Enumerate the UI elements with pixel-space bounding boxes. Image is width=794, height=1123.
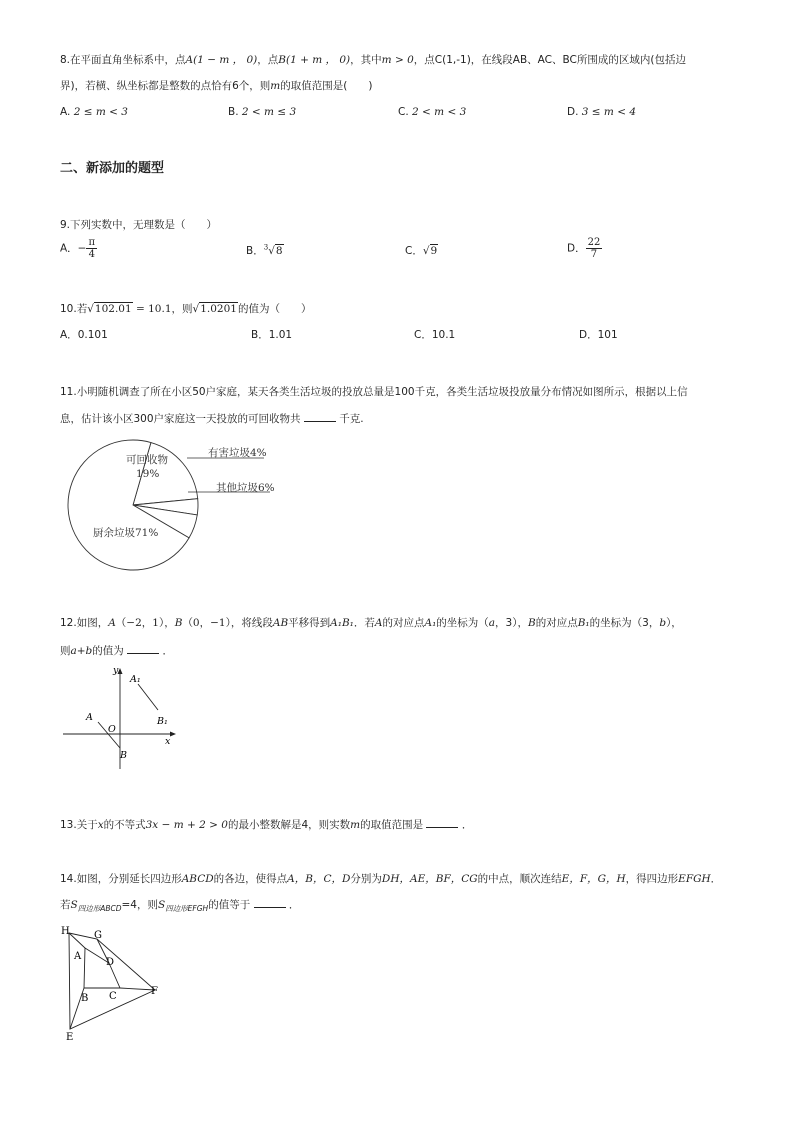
q12-text: 的对应点 [535, 617, 578, 629]
q9-option-d[interactable] [567, 237, 602, 260]
option-label: D． [579, 329, 598, 341]
radicand: 102.01 [94, 303, 132, 315]
q12-var: A [374, 617, 383, 629]
option-label: D． [567, 242, 586, 255]
q12-text: ，3）， [495, 617, 528, 629]
q14-var: S [70, 899, 78, 911]
q12-text: 则 [60, 645, 71, 657]
slice-label-kitchen: 厨余垃圾71% [93, 527, 159, 539]
segment-a1b1 [138, 684, 158, 710]
q12-text: 的值为 [92, 645, 124, 657]
q12-var: A₁ [424, 617, 437, 629]
q14-text: 若 [60, 899, 71, 911]
q12-text: ．若 [353, 617, 375, 629]
q10-stem [60, 302, 311, 316]
q12-text: 平移得到 [288, 617, 331, 629]
q12-var: A₁B₁ [330, 617, 354, 629]
q10-equation: = 10.1 [132, 303, 172, 315]
q9-option-b[interactable] [246, 243, 284, 258]
q14-var: ABCD [181, 873, 214, 885]
q13-stem [60, 817, 472, 832]
q12-line1: 12.如图，A（−2，1），B（0，−1），将线段AB平移得到A₁B₁．若A的对应点A₁的坐标为（a，3），B的对应点B₁的坐标为（3，b）， [60, 617, 682, 629]
q13-text: 的不等式 [103, 819, 146, 831]
q11-text: 息，估计该小区300户家庭这一天投放的可回收物共 [60, 413, 301, 425]
square-root: √102.01 [87, 303, 132, 315]
q13-var: x [97, 819, 104, 831]
option-label: B． [246, 245, 264, 257]
q14-var: DH，AE，BF，CG [381, 873, 478, 885]
q14-var: A，B，C，D [287, 873, 351, 885]
point-b1-label: B₁ [157, 716, 168, 727]
q14-text: ． [710, 873, 722, 885]
q14-text: 的中点，顺次连结 [477, 873, 562, 885]
q14-quadrilateral-figure [58, 922, 173, 1047]
answer-blank[interactable] [304, 411, 336, 422]
slice-label-hazardous: 有害垃圾4% [208, 447, 267, 459]
q14-text: ． [288, 899, 300, 911]
q13-var: m [350, 819, 361, 831]
point-b-label: B [120, 750, 127, 761]
q12-text: 的坐标为（ [436, 617, 489, 629]
q8-var: m [270, 80, 281, 92]
q13-text: 的最小整数解是4，则实数 [227, 819, 351, 831]
q8-line1 [60, 53, 686, 67]
q12-var: B [174, 617, 183, 629]
q14-line1 [60, 872, 721, 886]
origin-label: O [108, 724, 116, 735]
radicand: 9 [430, 245, 438, 257]
q9-option-a[interactable] [60, 237, 97, 260]
q13-text: 的取值范围是 [360, 819, 424, 831]
q12-var: AB [272, 617, 289, 629]
q12-text: 12.如图， [60, 617, 109, 629]
fraction [86, 237, 97, 260]
cube-root: $^3$√8 [263, 243, 283, 257]
q14-text: 分别为 [350, 873, 382, 885]
option-label: A． [60, 329, 78, 341]
option-label: B. [228, 106, 242, 118]
point-a1-label: A₁ [130, 674, 141, 685]
option-value: 101 [597, 329, 618, 341]
ext-line-bc [120, 988, 155, 990]
point-h-label: H [61, 926, 70, 937]
point-b-label: B [81, 993, 89, 1004]
fraction [586, 237, 603, 260]
root-index: 3 [263, 243, 269, 252]
q12-var: B₁ [577, 617, 590, 629]
q10-option-d[interactable] [579, 328, 618, 342]
q8-line2 [60, 79, 372, 93]
option-label: A．− [60, 242, 87, 255]
option-label: D. [567, 106, 582, 118]
option-value: 2 ≤ m < 3 [73, 106, 128, 118]
denominator: 7 [590, 249, 598, 260]
q12-var: a [488, 617, 496, 629]
slice-label-recyclable-name: 可回收物 [126, 454, 168, 466]
section-heading: 二、新添加的题型 [60, 161, 165, 176]
ext-line-da [69, 933, 85, 948]
point-c-label: C [109, 991, 117, 1002]
q14-var: S [157, 899, 166, 911]
q8-text: 界)，若横、纵坐标都是整数的点恰有6个，则 [60, 80, 271, 92]
q12-text: 的坐标为（3， [589, 617, 660, 629]
q12-line2 [60, 643, 173, 658]
denominator: 4 [88, 249, 95, 260]
q8-option-a[interactable] [60, 105, 128, 119]
q14-var: E，F，G，H [561, 873, 626, 885]
q12-text: ． [162, 645, 173, 657]
quad-efgh [69, 933, 155, 1029]
option-value: 0.101 [77, 329, 108, 341]
q8-text: ，其中 [350, 54, 382, 66]
q14-text: =4，则 [121, 899, 158, 911]
option-label: B． [251, 329, 269, 341]
pie-chart [60, 435, 300, 575]
q8-option-d[interactable] [567, 105, 636, 119]
q10-text: 的值为（ ） [237, 303, 312, 315]
point-d-label: D [106, 957, 115, 968]
radicand: 8 [275, 245, 283, 257]
option-value: 1.01 [268, 329, 293, 341]
q10-option-c[interactable] [414, 328, 455, 342]
answer-blank[interactable] [426, 817, 458, 828]
square-root: √1.0201 [192, 303, 237, 315]
x-label: x [165, 736, 171, 747]
slice-label-other: 其他垃圾6% [216, 482, 275, 494]
q8-text: 的取值范围是( ) [280, 80, 373, 92]
q8-option-b[interactable] [228, 105, 296, 119]
option-label: C． [405, 245, 423, 257]
point-e-label: E [66, 1032, 74, 1043]
q10-option-b[interactable] [251, 328, 292, 342]
option-label: C． [414, 329, 432, 341]
q8-text: 8.在平面直角坐标系中，点 [60, 54, 186, 66]
answer-blank[interactable] [127, 643, 159, 654]
option-value: 3 ≤ m < 4 [581, 106, 637, 118]
q9-option-c[interactable] [405, 243, 438, 258]
point-f-label: F [151, 986, 158, 997]
option-value: 2 < m ≤ 3 [241, 106, 297, 118]
q12-text: 的对应点 [382, 617, 425, 629]
x-axis-arrow [170, 732, 176, 737]
q14-text: 14.如图，分别延长四边形 [60, 873, 182, 885]
q8-text: ，点C(1,-1)，在线段AB、AC、BC所围成的区域内(包括边 [413, 54, 686, 66]
q13-text: 13.关于 [60, 819, 98, 831]
q10-text: ，则 [171, 303, 193, 315]
q14-line2 [60, 897, 299, 916]
y-label: y [113, 665, 119, 676]
q12-coordinate-figure [58, 664, 188, 774]
point-a-label: A [86, 712, 93, 723]
option-label: C. [398, 106, 413, 118]
q14-subscript: 四边形ABCD [77, 904, 122, 914]
q9-stem: 9.下列实数中，无理数是（ ） [60, 219, 218, 231]
q10-text: 10.若 [60, 303, 88, 315]
q12-var: b [659, 617, 667, 629]
q10-option-a[interactable] [60, 328, 108, 342]
q11-line1: 11.小明随机调查了所在小区50户家庭，某天各类生活垃圾的投放总量是100千克，各类生活垃圾投放量分布情况如图所示，根据以上信 [60, 386, 688, 398]
q13-inequality: 3x − m + 2 > 0 [145, 819, 228, 831]
square-root: √9 [422, 245, 438, 257]
option-label: A. [60, 106, 74, 118]
answer-blank[interactable] [254, 897, 286, 908]
q8-text: ，点 [257, 54, 279, 66]
q14-var: EFGH [678, 873, 711, 885]
point-a-label: A [74, 951, 82, 962]
q14-text: 的各边，使得点 [213, 873, 288, 885]
q12-text: ）， [666, 617, 682, 629]
q12-text: ，将线段 [230, 617, 273, 629]
q11-line2 [60, 411, 364, 426]
q12-var: a+b [70, 645, 93, 657]
point-g-label: G [94, 930, 102, 941]
q8-point-a: A(1 − m ， 0) [185, 54, 258, 66]
numerator: π [88, 237, 96, 248]
q11-text: 千克. [339, 413, 364, 425]
q12-var: A [108, 617, 116, 629]
option-value: 2 < m < 3 [412, 106, 467, 118]
option-value: 10.1 [431, 329, 456, 341]
q12-coord: （0，−1） [182, 617, 231, 629]
radicand: 1.0201 [200, 303, 237, 315]
q14-text: 的值等于 [208, 899, 251, 911]
q8-option-c[interactable] [398, 105, 466, 119]
q13-text: ． [461, 819, 473, 831]
q8-point-b: B(1 + m ， 0) [278, 54, 351, 66]
q12-coord: （−2，1） [115, 617, 165, 629]
q14-subscript: 四边形EFGH [165, 904, 209, 914]
numerator: 22 [587, 237, 601, 248]
q12-var: B [527, 617, 536, 629]
q8-condition: m > 0 [381, 54, 414, 66]
slice-label-recyclable-pct: 19% [136, 468, 160, 480]
q14-text: ，得四边形 [625, 873, 679, 885]
